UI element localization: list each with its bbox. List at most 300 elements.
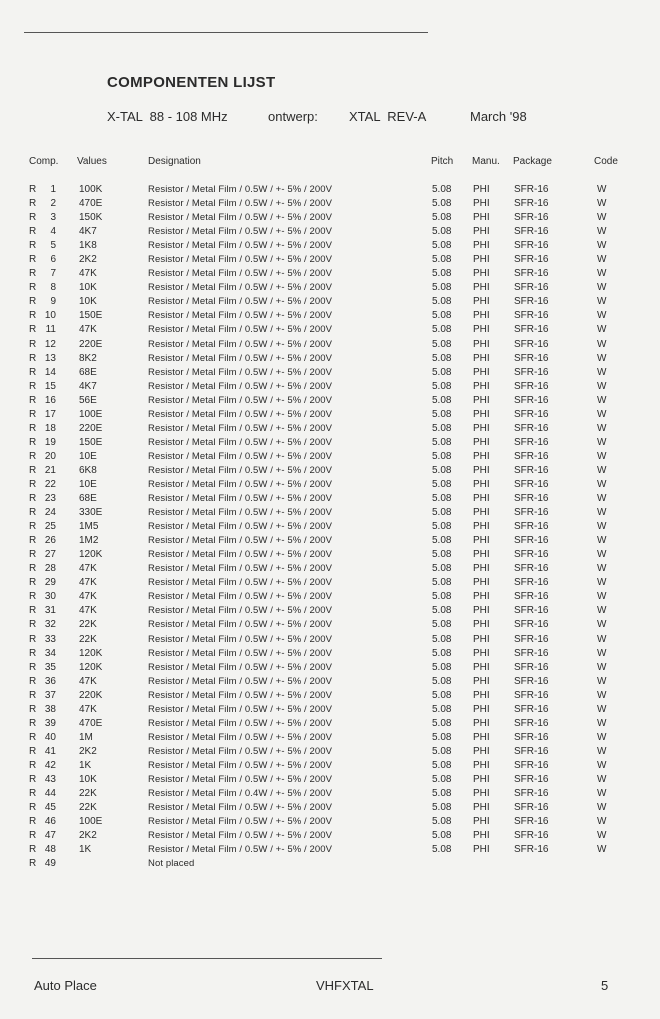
component-number: 6 — [50, 254, 56, 266]
table-row — [0, 394, 660, 408]
component-manufacturer: PHI — [473, 563, 490, 575]
component-designation: Resistor / Metal Film / 0.5W / +- 5% / 200V — [148, 844, 333, 856]
component-code: W — [597, 310, 607, 322]
component-ref: R — [29, 745, 37, 757]
subtitle-ontwerp-label: ontwerp: — [268, 109, 318, 124]
table-row — [0, 239, 660, 253]
component-ref: R — [29, 226, 37, 238]
component-number: 9 — [50, 296, 56, 308]
component-value: 120K — [79, 661, 103, 673]
component-value: 47K — [79, 605, 97, 617]
top-rule — [24, 32, 428, 33]
component-number: 5 — [50, 240, 56, 252]
table-row — [0, 675, 660, 689]
component-value: 22K — [79, 619, 97, 631]
table-row — [0, 562, 660, 576]
component-designation: Resistor / Metal Film / 0.5W / +- 5% / 200V — [148, 493, 333, 505]
component-code: W — [597, 296, 607, 308]
component-designation: Resistor / Metal Film / 0.5W / +- 5% / 200V — [148, 577, 333, 589]
component-ref: R — [29, 436, 37, 448]
component-package: SFR-16 — [514, 577, 549, 589]
table-row — [0, 464, 660, 478]
table-row — [0, 647, 660, 661]
component-code: W — [597, 324, 607, 336]
component-ref: R — [29, 366, 37, 378]
component-code: W — [597, 675, 607, 687]
header-designation: Designation — [148, 156, 201, 167]
component-designation: Resistor / Metal Film / 0.5W / +- 5% / 200V — [148, 338, 333, 350]
component-number: 25 — [44, 521, 56, 533]
component-package: SFR-16 — [514, 802, 549, 814]
component-manufacturer: PHI — [473, 773, 490, 785]
component-package: SFR-16 — [514, 226, 549, 238]
component-manufacturer: PHI — [473, 310, 490, 322]
component-number: 45 — [44, 802, 56, 814]
component-manufacturer: PHI — [473, 788, 490, 800]
component-package: SFR-16 — [514, 408, 549, 420]
component-value: 10K — [79, 773, 97, 785]
table-row — [0, 408, 660, 422]
table-row — [0, 323, 660, 337]
component-manufacturer: PHI — [473, 493, 490, 505]
component-value: 1K8 — [79, 240, 97, 252]
component-package: SFR-16 — [514, 535, 549, 547]
component-package: SFR-16 — [514, 689, 549, 701]
table-row — [0, 717, 660, 731]
component-pitch: 5.08 — [432, 788, 452, 800]
component-package: SFR-16 — [514, 422, 549, 434]
component-value: 10K — [79, 296, 97, 308]
component-designation: Resistor / Metal Film / 0.5W / +- 5% / 200V — [148, 549, 333, 561]
component-value: 47K — [79, 675, 97, 687]
component-designation: Resistor / Metal Film / 0.5W / +- 5% / 200V — [148, 675, 333, 687]
component-pitch: 5.08 — [432, 268, 452, 280]
component-designation: Resistor / Metal Film / 0.5W / +- 5% / 200V — [148, 563, 333, 575]
component-manufacturer: PHI — [473, 282, 490, 294]
subtitle-frequency: X-TAL 88 - 108 MHz — [107, 109, 228, 124]
component-manufacturer: PHI — [473, 394, 490, 406]
component-manufacturer: PHI — [473, 535, 490, 547]
component-package: SFR-16 — [514, 198, 549, 210]
component-number: 32 — [44, 619, 56, 631]
component-designation: Resistor / Metal Film / 0.5W / +- 5% / 200V — [148, 478, 333, 490]
component-manufacturer: PHI — [473, 380, 490, 392]
component-package: SFR-16 — [514, 605, 549, 617]
component-designation: Resistor / Metal Film / 0.5W / +- 5% / 200V — [148, 464, 333, 476]
component-pitch: 5.08 — [432, 296, 452, 308]
component-designation: Resistor / Metal Film / 0.5W / +- 5% / 200V — [148, 605, 333, 617]
component-number: 34 — [44, 647, 56, 659]
component-package: SFR-16 — [514, 478, 549, 490]
component-value: 220E — [79, 338, 103, 350]
table-row — [0, 506, 660, 520]
table-row — [0, 352, 660, 366]
component-pitch: 5.08 — [432, 380, 452, 392]
component-number: 37 — [44, 689, 56, 701]
component-manufacturer: PHI — [473, 745, 490, 757]
component-code: W — [597, 226, 607, 238]
component-code: W — [597, 268, 607, 280]
table-row — [0, 211, 660, 225]
table-row — [0, 604, 660, 618]
component-manufacturer: PHI — [473, 844, 490, 856]
component-number: 12 — [44, 338, 56, 350]
component-value: 120K — [79, 549, 103, 561]
component-manufacturer: PHI — [473, 240, 490, 252]
component-package: SFR-16 — [514, 366, 549, 378]
component-number: 13 — [44, 352, 56, 364]
table-row — [0, 618, 660, 632]
table-row — [0, 295, 660, 309]
component-number: 15 — [44, 380, 56, 392]
component-designation: Resistor / Metal Film / 0.5W / +- 5% / 200V — [148, 507, 333, 519]
component-pitch: 5.08 — [432, 436, 452, 448]
component-designation: Resistor / Metal Film / 0.5W / +- 5% / 200V — [148, 408, 333, 420]
component-code: W — [597, 254, 607, 266]
component-value: 1K — [79, 844, 92, 856]
table-row — [0, 815, 660, 829]
component-value: 100K — [79, 184, 103, 195]
component-code: W — [597, 521, 607, 533]
component-manufacturer: PHI — [473, 816, 490, 828]
component-pitch: 5.08 — [432, 591, 452, 603]
component-package: SFR-16 — [514, 464, 549, 476]
component-designation: Resistor / Metal Film / 0.5W / +- 5% / 200V — [148, 310, 333, 322]
component-manufacturer: PHI — [473, 689, 490, 701]
component-value: 2K2 — [79, 254, 97, 266]
component-pitch: 5.08 — [432, 717, 452, 729]
component-value: 47K — [79, 591, 97, 603]
component-package: SFR-16 — [514, 717, 549, 729]
component-ref: R — [29, 507, 37, 519]
table-row — [0, 436, 660, 450]
component-pitch: 5.08 — [432, 633, 452, 645]
component-manufacturer: PHI — [473, 717, 490, 729]
component-ref: R — [29, 731, 37, 743]
component-value: 22K — [79, 633, 97, 645]
component-number: 42 — [44, 759, 56, 771]
component-code: W — [597, 464, 607, 476]
component-code: W — [597, 240, 607, 252]
component-pitch: 5.08 — [432, 310, 452, 322]
table-row — [0, 857, 660, 871]
component-manufacturer: PHI — [473, 184, 490, 195]
component-designation: Resistor / Metal Film / 0.5W / +- 5% / 200V — [148, 254, 333, 266]
component-ref: R — [29, 675, 37, 687]
component-code: W — [597, 577, 607, 589]
component-code: W — [597, 352, 607, 364]
table-row — [0, 576, 660, 590]
component-number: 23 — [44, 493, 56, 505]
component-manufacturer: PHI — [473, 464, 490, 476]
component-pitch: 5.08 — [432, 408, 452, 420]
table-row — [0, 689, 660, 703]
table-row — [0, 253, 660, 267]
table-row — [0, 843, 660, 857]
component-designation: Resistor / Metal Film / 0.5W / +- 5% / 200V — [148, 802, 333, 814]
table-row — [0, 492, 660, 506]
component-pitch: 5.08 — [432, 844, 452, 856]
component-package: SFR-16 — [514, 310, 549, 322]
component-ref: R — [29, 661, 37, 673]
component-designation: Resistor / Metal Film / 0.5W / +- 5% / 200V — [148, 282, 333, 294]
component-manufacturer: PHI — [473, 422, 490, 434]
component-code: W — [597, 844, 607, 856]
component-code: W — [597, 563, 607, 575]
component-number: 1 — [50, 184, 56, 195]
component-designation: Resistor / Metal Film / 0.5W / +- 5% / 200V — [148, 830, 333, 842]
component-value: 47K — [79, 268, 97, 280]
component-pitch: 5.08 — [432, 773, 452, 785]
component-designation: Resistor / Metal Film / 0.5W / +- 5% / 200V — [148, 619, 333, 631]
table-row — [0, 478, 660, 492]
component-designation: Resistor / Metal Film / 0.5W / +- 5% / 200V — [148, 422, 333, 434]
component-number: 20 — [44, 450, 56, 462]
component-designation: Resistor / Metal Film / 0.5W / +- 5% / 200V — [148, 591, 333, 603]
component-value: 8K2 — [79, 352, 97, 364]
component-designation: Resistor / Metal Film / 0.5W / +- 5% / 200V — [148, 240, 333, 252]
component-manufacturer: PHI — [473, 577, 490, 589]
component-number: 36 — [44, 675, 56, 687]
component-package: SFR-16 — [514, 788, 549, 800]
table-row — [0, 380, 660, 394]
component-number: 18 — [44, 422, 56, 434]
component-number: 27 — [44, 549, 56, 561]
component-manufacturer: PHI — [473, 212, 490, 224]
component-manufacturer: PHI — [473, 802, 490, 814]
component-code: W — [597, 212, 607, 224]
component-pitch: 5.08 — [432, 535, 452, 547]
component-package: SFR-16 — [514, 816, 549, 828]
table-row — [0, 281, 660, 295]
component-package: SFR-16 — [514, 521, 549, 533]
component-number: 46 — [44, 816, 56, 828]
component-package: SFR-16 — [514, 212, 549, 224]
component-code: W — [597, 773, 607, 785]
component-ref: R — [29, 605, 37, 617]
component-designation: Resistor / Metal Film / 0.5W / +- 5% / 200V — [148, 394, 333, 406]
component-pitch: 5.08 — [432, 338, 452, 350]
component-number: 26 — [44, 535, 56, 547]
component-code: W — [597, 549, 607, 561]
header-code: Code — [594, 156, 618, 167]
component-code: W — [597, 198, 607, 210]
component-pitch: 5.08 — [432, 366, 452, 378]
component-value: 47K — [79, 703, 97, 715]
component-ref: R — [29, 563, 37, 575]
component-pitch: 5.08 — [432, 689, 452, 701]
component-value: 56E — [79, 394, 97, 406]
component-package: SFR-16 — [514, 647, 549, 659]
component-ref: R — [29, 689, 37, 701]
component-designation: Resistor / Metal Film / 0.5W / +- 5% / 200V — [148, 352, 333, 364]
component-value: 22K — [79, 788, 97, 800]
header-values: Values — [77, 156, 107, 167]
component-ref: R — [29, 591, 37, 603]
footer-left: Auto Place — [34, 978, 97, 993]
table-row — [0, 731, 660, 745]
component-code: W — [597, 717, 607, 729]
component-ref: R — [29, 268, 37, 280]
component-package: SFR-16 — [514, 703, 549, 715]
component-package: SFR-16 — [514, 549, 549, 561]
component-manufacturer: PHI — [473, 661, 490, 673]
table-row — [0, 534, 660, 548]
component-designation: Resistor / Metal Film / 0.5W / +- 5% / 200V — [148, 226, 333, 238]
component-manufacturer: PHI — [473, 549, 490, 561]
component-number: 11 — [45, 324, 56, 336]
component-ref: R — [29, 198, 37, 210]
component-code: W — [597, 731, 607, 743]
component-package: SFR-16 — [514, 324, 549, 336]
component-code: W — [597, 703, 607, 715]
component-ref: R — [29, 858, 37, 870]
component-designation: Resistor / Metal Film / 0.5W / +- 5% / 200V — [148, 380, 333, 392]
component-value: 1M5 — [79, 521, 99, 533]
component-pitch: 5.08 — [432, 240, 452, 252]
component-value: 100E — [79, 408, 103, 420]
component-pitch: 5.08 — [432, 394, 452, 406]
component-designation: Resistor / Metal Film / 0.5W / +- 5% / 200V — [148, 521, 333, 533]
component-code: W — [597, 535, 607, 547]
component-package: SFR-16 — [514, 675, 549, 687]
component-number: 48 — [44, 844, 56, 856]
component-value: 47K — [79, 563, 97, 575]
table-row — [0, 590, 660, 604]
header-package: Package — [513, 156, 552, 167]
component-package: SFR-16 — [514, 619, 549, 631]
component-number: 8 — [50, 282, 56, 294]
component-designation: Resistor / Metal Film / 0.5W / +- 5% / 200V — [148, 759, 333, 771]
component-pitch: 5.08 — [432, 254, 452, 266]
component-code: W — [597, 507, 607, 519]
component-number: 16 — [44, 394, 56, 406]
component-pitch: 5.08 — [432, 816, 452, 828]
component-pitch: 5.08 — [432, 731, 452, 743]
component-ref: R — [29, 408, 37, 420]
component-number: 29 — [44, 577, 56, 589]
component-value: 330E — [79, 507, 103, 519]
component-manufacturer: PHI — [473, 507, 490, 519]
component-number: 44 — [44, 788, 56, 800]
component-manufacturer: PHI — [473, 296, 490, 308]
component-pitch: 5.08 — [432, 759, 452, 771]
table-row — [0, 309, 660, 323]
component-value: 4K7 — [79, 380, 97, 392]
component-manufacturer: PHI — [473, 408, 490, 420]
component-designation: Resistor / Metal Film / 0.5W / +- 5% / 200V — [148, 661, 333, 673]
component-code: W — [597, 436, 607, 448]
component-code: W — [597, 619, 607, 631]
component-code: W — [597, 661, 607, 673]
component-pitch: 5.08 — [432, 647, 452, 659]
component-ref: R — [29, 352, 37, 364]
component-ref: R — [29, 464, 37, 476]
component-package: SFR-16 — [514, 240, 549, 252]
component-pitch: 5.08 — [432, 563, 452, 575]
component-number: 17 — [44, 408, 56, 420]
component-number: 7 — [50, 268, 56, 280]
page-number: 5 — [601, 978, 609, 993]
component-value: 47K — [79, 577, 97, 589]
component-number: 47 — [44, 830, 56, 842]
component-code: W — [597, 478, 607, 490]
component-code: W — [597, 366, 607, 378]
component-designation: Resistor / Metal Film / 0.5W / +- 5% / 200V — [148, 268, 333, 280]
component-ref: R — [29, 703, 37, 715]
component-number: 22 — [44, 478, 56, 490]
table-row — [0, 703, 660, 717]
component-code: W — [597, 633, 607, 645]
component-value: 10E — [79, 478, 97, 490]
component-code: W — [597, 689, 607, 701]
component-manufacturer: PHI — [473, 436, 490, 448]
component-number: 19 — [44, 436, 56, 448]
component-pitch: 5.08 — [432, 352, 452, 364]
component-number: 10 — [44, 310, 56, 322]
component-manufacturer: PHI — [473, 352, 490, 364]
table-row — [0, 829, 660, 843]
component-value: 68E — [79, 366, 97, 378]
component-manufacturer: PHI — [473, 647, 490, 659]
component-code: W — [597, 830, 607, 842]
component-value: 10E — [79, 450, 97, 462]
component-ref: R — [29, 633, 37, 645]
component-value: 6K8 — [79, 464, 97, 476]
component-package: SFR-16 — [514, 591, 549, 603]
component-ref: R — [29, 549, 37, 561]
component-value: 470E — [79, 717, 103, 729]
component-package: SFR-16 — [514, 493, 549, 505]
component-ref: R — [29, 493, 37, 505]
component-package: SFR-16 — [514, 268, 549, 280]
component-code: W — [597, 745, 607, 757]
component-number: 2 — [50, 198, 56, 210]
component-number: 31 — [44, 605, 56, 617]
component-value: 150K — [79, 212, 103, 224]
component-designation: Resistor / Metal Film / 0.4W / +- 5% / 200V — [148, 788, 333, 800]
component-pitch: 5.08 — [432, 198, 452, 210]
component-manufacturer: PHI — [473, 605, 490, 617]
table-row — [0, 450, 660, 464]
component-manufacturer: PHI — [473, 198, 490, 210]
header-pitch: Pitch — [431, 156, 454, 167]
component-designation: Resistor / Metal Film / 0.5W / +- 5% / 200V — [148, 717, 333, 729]
table-row — [0, 197, 660, 211]
component-package: SFR-16 — [514, 380, 549, 392]
component-package: SFR-16 — [514, 563, 549, 575]
component-code: W — [597, 759, 607, 771]
component-designation: Resistor / Metal Film / 0.5W / +- 5% / 200V — [148, 436, 333, 448]
component-pitch: 5.08 — [432, 802, 452, 814]
component-ref: R — [29, 394, 37, 406]
component-value: 220E — [79, 422, 103, 434]
header-manu: Manu. — [472, 156, 500, 167]
component-value: 150E — [79, 436, 103, 448]
component-pitch: 5.08 — [432, 184, 452, 195]
component-value: 100E — [79, 816, 103, 828]
component-number: 4 — [50, 226, 56, 238]
component-value: 220K — [79, 689, 103, 701]
component-code: W — [597, 591, 607, 603]
table-row — [0, 773, 660, 787]
component-code: W — [597, 184, 607, 195]
component-number: 3 — [50, 212, 56, 224]
component-pitch: 5.08 — [432, 619, 452, 631]
component-ref: R — [29, 577, 37, 589]
component-value: 150E — [79, 310, 103, 322]
footer-center: VHFXTAL — [316, 978, 374, 993]
